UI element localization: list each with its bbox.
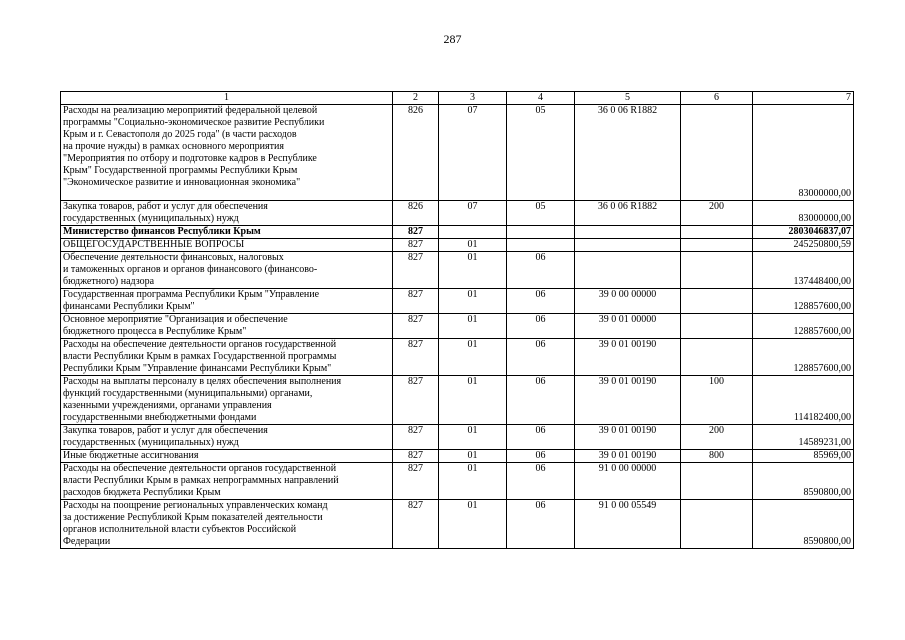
table-cell: 128857600,00 <box>753 339 854 376</box>
table-cell: 39 0 01 00190 <box>575 376 681 425</box>
table-cell: Обеспечение деятельности финансовых, налоговых и таможенных органов и органов финансового (финансово- бюджетного) надзора <box>61 252 393 289</box>
column-header-1: 1 <box>61 92 393 105</box>
table-cell: Расходы на обеспечение деятельности органов государственной власти Республики Крым в рамках непрограммных направлений расходов бюджета Республики Крым <box>61 463 393 500</box>
table-cell: 83000000,00 <box>753 105 854 201</box>
table-cell: 06 <box>507 314 575 339</box>
table-cell: 827 <box>393 450 439 463</box>
table-cell <box>575 226 681 239</box>
table-cell <box>681 226 753 239</box>
table-cell: 39 0 01 00190 <box>575 339 681 376</box>
table-cell: 06 <box>507 500 575 549</box>
table-row <box>61 376 854 425</box>
table-cell: 39 0 01 00190 <box>575 425 681 450</box>
table-cell <box>507 226 575 239</box>
table-cell: 128857600,00 <box>753 314 854 339</box>
column-header-7: 7 <box>753 92 854 105</box>
table-cell: Закупка товаров, работ и услуг для обеспечения государственных (муниципальных) нужд <box>61 201 393 226</box>
table-cell: 01 <box>439 463 507 500</box>
table-row <box>61 463 854 500</box>
table-cell: 06 <box>507 252 575 289</box>
table-header-row <box>61 92 854 105</box>
table-cell: 01 <box>439 425 507 450</box>
table-cell: 01 <box>439 252 507 289</box>
table-cell: 2803046837,07 <box>753 226 854 239</box>
table-cell: ОБЩЕГОСУДАРСТВЕННЫЕ ВОПРОСЫ <box>61 239 393 252</box>
table-cell: 07 <box>439 105 507 201</box>
table-cell: 39 0 00 00000 <box>575 289 681 314</box>
column-header-2: 2 <box>393 92 439 105</box>
table-cell: Расходы на обеспечение деятельности органов государственной власти Республики Крым в рамках Государственной программы Республики Крым "Управление финансами Республики Крым" <box>61 339 393 376</box>
table-cell: 01 <box>439 314 507 339</box>
table-cell <box>681 252 753 289</box>
table-cell: 06 <box>507 463 575 500</box>
table-cell <box>681 463 753 500</box>
table-cell: 200 <box>681 425 753 450</box>
column-header-3: 3 <box>439 92 507 105</box>
table-cell: 827 <box>393 339 439 376</box>
table-cell: 826 <box>393 105 439 201</box>
table-cell <box>681 339 753 376</box>
table-cell: 137448400,00 <box>753 252 854 289</box>
table-cell: 06 <box>507 339 575 376</box>
table-cell: 200 <box>681 201 753 226</box>
table-cell: 128857600,00 <box>753 289 854 314</box>
table-cell: Расходы на поощрение региональных управленческих команд за достижение Республикой Крым показателей деятельности органов исполнительной власти субъектов Российской Федерации <box>61 500 393 549</box>
table-cell: 01 <box>439 450 507 463</box>
table-row <box>61 314 854 339</box>
table-cell: 827 <box>393 500 439 549</box>
table-cell <box>439 226 507 239</box>
table-cell <box>681 289 753 314</box>
column-header-6: 6 <box>681 92 753 105</box>
table-cell: 800 <box>681 450 753 463</box>
table-cell: Основное мероприятие "Организация и обеспечение бюджетного процесса в Республике Крым" <box>61 314 393 339</box>
table-row <box>61 339 854 376</box>
table-cell: 39 0 01 00000 <box>575 314 681 339</box>
table-cell: 06 <box>507 425 575 450</box>
table-row <box>61 425 854 450</box>
table-cell: 827 <box>393 376 439 425</box>
table-cell: Расходы на выплаты персоналу в целях обеспечения выполнения функций государственными (муниципальными) органами, казенными учреждениями, органами управления государственными внебюджетными фондами <box>61 376 393 425</box>
table-row <box>61 226 854 239</box>
table-row <box>61 289 854 314</box>
budget-table <box>60 91 854 549</box>
table-row <box>61 239 854 252</box>
table-cell: Государственная программа Республики Крым "Управление финансами Республики Крым" <box>61 289 393 314</box>
table-cell: 827 <box>393 425 439 450</box>
table-cell: 8590800,00 <box>753 463 854 500</box>
table-cell: 827 <box>393 252 439 289</box>
table-cell: Министерство финансов Республики Крым <box>61 226 393 239</box>
column-header-4: 4 <box>507 92 575 105</box>
column-header-5: 5 <box>575 92 681 105</box>
table-cell: 36 0 06 R1882 <box>575 201 681 226</box>
table-cell: 36 0 06 R1882 <box>575 105 681 201</box>
table-cell: 827 <box>393 463 439 500</box>
page-number: 287 <box>443 32 462 46</box>
table-cell <box>681 239 753 252</box>
table-cell <box>681 314 753 339</box>
table-cell: 14589231,00 <box>753 425 854 450</box>
table-cell: 06 <box>507 450 575 463</box>
table-cell: 01 <box>439 339 507 376</box>
table-cell: 91 0 00 05549 <box>575 500 681 549</box>
table-cell: 39 0 01 00190 <box>575 450 681 463</box>
table-cell <box>681 105 753 201</box>
table-cell: 05 <box>507 105 575 201</box>
table-cell: 827 <box>393 226 439 239</box>
table-cell: 01 <box>439 500 507 549</box>
table-cell: 07 <box>439 201 507 226</box>
table-cell: 06 <box>507 376 575 425</box>
table-cell: 827 <box>393 289 439 314</box>
table-cell: 05 <box>507 201 575 226</box>
table-row <box>61 105 854 201</box>
table-cell: 01 <box>439 289 507 314</box>
table-cell: 827 <box>393 239 439 252</box>
table-cell: Расходы на реализацию мероприятий федеральной целевой программы "Социально-экономическое развитие Республики Крым и г. Севастополя до 2025 года" (в части расходов на прочие нужды) в рамках основного мероприятия "Мероприятия по отбору и подготовке кадров в Республике Крым" Государственной программы Республики Крым "Экономическое развитие и инновационная экономика" <box>61 105 393 201</box>
table-cell: 01 <box>439 376 507 425</box>
table-cell: 85969,00 <box>753 450 854 463</box>
table-cell: 83000000,00 <box>753 201 854 226</box>
table-cell: 114182400,00 <box>753 376 854 425</box>
table-cell <box>681 500 753 549</box>
table-cell: 100 <box>681 376 753 425</box>
table-cell: 826 <box>393 201 439 226</box>
table-cell <box>575 239 681 252</box>
table-cell: Иные бюджетные ассигнования <box>61 450 393 463</box>
table-cell: 827 <box>393 314 439 339</box>
table-row <box>61 450 854 463</box>
table-cell: 91 0 00 00000 <box>575 463 681 500</box>
table-cell: 01 <box>439 239 507 252</box>
table-row <box>61 201 854 226</box>
table-body <box>61 105 854 549</box>
table-row <box>61 252 854 289</box>
table-cell <box>575 252 681 289</box>
table-cell: 8590800,00 <box>753 500 854 549</box>
table-cell <box>507 239 575 252</box>
table-row <box>61 500 854 549</box>
table-cell: Закупка товаров, работ и услуг для обеспечения государственных (муниципальных) нужд <box>61 425 393 450</box>
table-cell: 06 <box>507 289 575 314</box>
table-cell: 245250800,59 <box>753 239 854 252</box>
